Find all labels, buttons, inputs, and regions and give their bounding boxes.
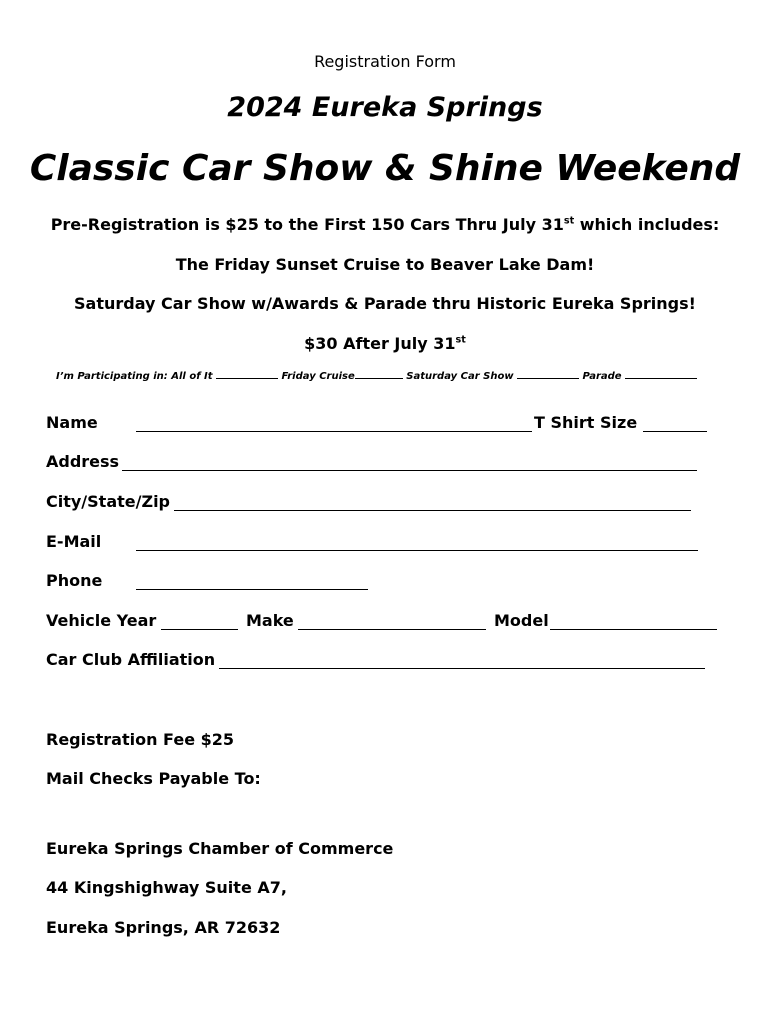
friday-cruise-line: The Friday Sunset Cruise to Beaver Lake Dam! [175, 255, 595, 274]
late-fee-sup: st [455, 334, 466, 346]
prereg-tail: which includes: [574, 215, 720, 234]
tshirt-row [534, 413, 637, 432]
mail-checks-label: Mail Checks Payable To: [46, 769, 261, 788]
model-row [494, 611, 549, 630]
name-row [46, 413, 98, 432]
club-row [46, 650, 215, 669]
phone-row [46, 571, 102, 590]
tshirt-blank[interactable] [643, 430, 707, 432]
phone-label: Phone [46, 571, 103, 590]
vehicle-year-blank[interactable] [161, 628, 238, 630]
tshirt-label: T Shirt Size [534, 413, 638, 432]
participation-all-label: All of It [171, 371, 213, 382]
prereg-text: Pre-Registration is $25 to the First 150 Cars Thru July 31 [50, 215, 564, 234]
vehicle-year-row [46, 611, 156, 630]
main-title: Classic Car Show & Shine Weekend [29, 148, 741, 189]
email-row [46, 532, 101, 551]
city-blank[interactable] [174, 509, 691, 511]
make-label: Make [246, 611, 294, 630]
city-label: City/State/Zip [46, 492, 170, 511]
prereg-sup: st [563, 215, 575, 227]
participation-label: I’m Participating in: [56, 371, 168, 382]
participation-all-blank[interactable] [216, 377, 278, 379]
city-address: Eureka Springs, AR 72632 [46, 918, 281, 937]
email-blank[interactable] [136, 549, 698, 551]
phone-blank[interactable] [136, 588, 368, 590]
address-blank[interactable] [122, 469, 697, 471]
year-title: 2024 Eureka Springs [227, 92, 543, 123]
name-label: Name [46, 413, 98, 432]
org-name: Eureka Springs Chamber of Commerce [46, 839, 394, 858]
late-fee-text: $30 After July 31 [304, 334, 456, 353]
address-label: Address [46, 452, 120, 471]
name-blank[interactable] [136, 430, 532, 432]
address-row [46, 452, 119, 471]
prereg-line [0, 215, 770, 234]
model-label: Model [494, 611, 549, 630]
make-blank[interactable] [298, 628, 486, 630]
late-fee-line [0, 334, 770, 353]
form-label: Registration Form [314, 52, 456, 71]
email-label: E-Mail [46, 532, 102, 551]
street-address: 44 Kingshighway Suite A7, [46, 878, 287, 897]
participation-saturday-blank[interactable] [517, 377, 579, 379]
club-blank[interactable] [219, 667, 705, 669]
registration-fee: Registration Fee $25 [46, 730, 235, 749]
participation-friday-blank[interactable] [355, 377, 403, 379]
make-row [246, 611, 294, 630]
participation-parade-label: Parade [582, 371, 622, 382]
city-row [46, 492, 170, 511]
vehicle-year-label: Vehicle Year [46, 611, 157, 630]
participation-row [56, 371, 697, 382]
participation-friday-label: Friday Cruise [281, 371, 355, 382]
model-blank[interactable] [550, 628, 717, 630]
participation-saturday-label: Saturday Car Show [406, 371, 514, 382]
participation-parade-blank[interactable] [625, 377, 697, 379]
saturday-show-line: Saturday Car Show w/Awards & Parade thru Historic Eureka Springs! [74, 294, 696, 313]
club-label: Car Club Affiliation [46, 650, 216, 669]
